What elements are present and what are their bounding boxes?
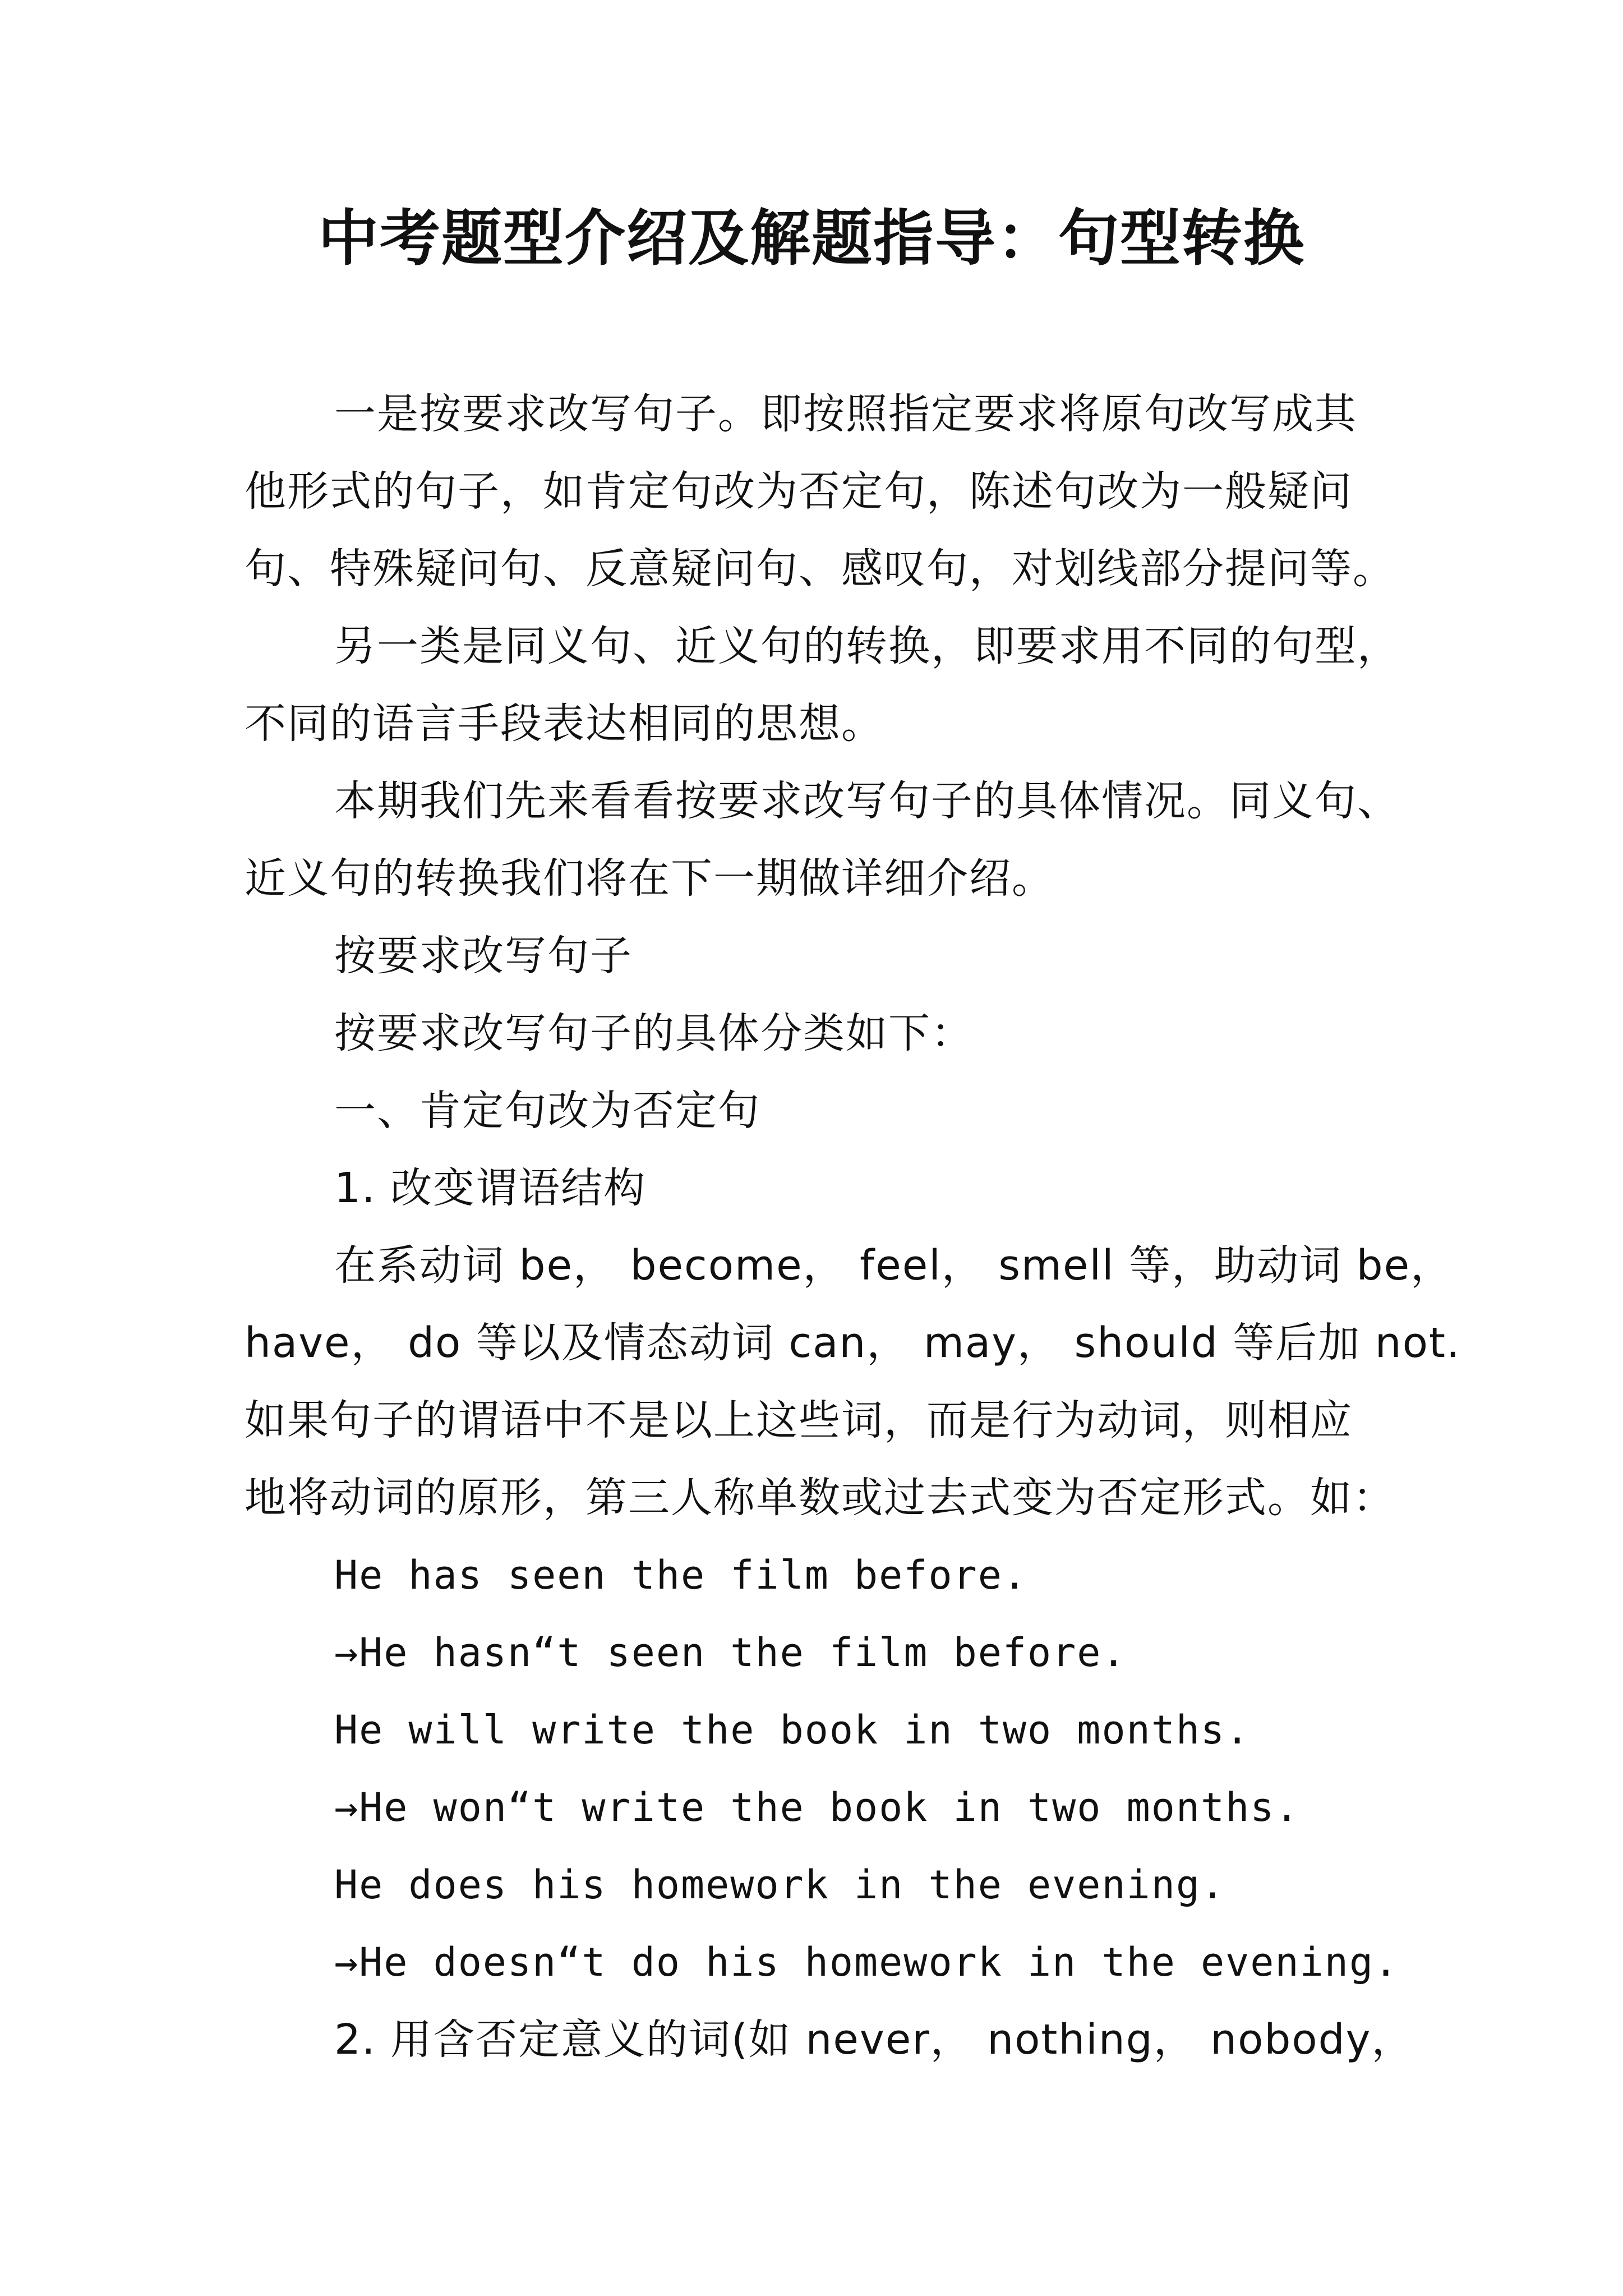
paragraph-line: 近义句的转换我们将在下一期做详细介绍。 [245,854,1054,903]
paragraph-line: 地将动词的原形，第三人称单数或过去式变为否定形式。如： [245,1474,1395,1522]
paragraph-line: 句、特殊疑问句、反意疑问句、感叹句，对划线部分提问等。 [245,545,1395,593]
example-sentence: He will write the book in two months. [334,1707,1251,1753]
example-answer: →He doesn“t do his homework in the evening. [334,1939,1399,1985]
subsection-heading: 2. 用含否定意义的词(如 never， nothing， nobody， [334,2016,1414,2064]
paragraph-line: 另一类是同义句、近义句的转换，即要求用不同的句型， [334,622,1400,670]
paragraph-line: have， do 等以及情态动词 can， may， should 等后加 not. [245,1319,1461,1367]
paragraph-line: 一是按要求改写句子。即按照指定要求将原句改写成其 [334,390,1357,438]
section-heading: 一、肯定句改为否定句 [334,1087,760,1135]
example-answer: →He won“t write the book in two months. [334,1784,1300,1830]
subsection-heading: 1. 改变谓语结构 [334,1164,647,1212]
section-heading: 按要求改写句子 [334,932,633,980]
paragraph-line: 在系动词 be， become， feel， smell 等，助动词 be， [334,1241,1454,1290]
paragraph-line: 他形式的句子，如肯定句改为否定句，陈述句改为一般疑问 [245,467,1353,516]
example-sentence: He does his homework in the evening. [334,1862,1226,1908]
example-answer: →He hasn“t seen the film before. [334,1630,1127,1676]
example-sentence: He has seen the film before. [334,1552,1028,1598]
paragraph-line: 按要求改写句子的具体分类如下： [334,1009,974,1057]
paragraph-line: 本期我们先来看看按要求改写句子的具体情况。同义句、 [334,777,1400,825]
paragraph-line: 不同的语言手段表达相同的思想。 [245,700,884,748]
document-title: 中考题型介绍及解题指导：句型转换 [317,203,1305,274]
paragraph-line: 如果句子的谓语中不是以上这些词，而是行为动词，则相应 [245,1396,1353,1444]
